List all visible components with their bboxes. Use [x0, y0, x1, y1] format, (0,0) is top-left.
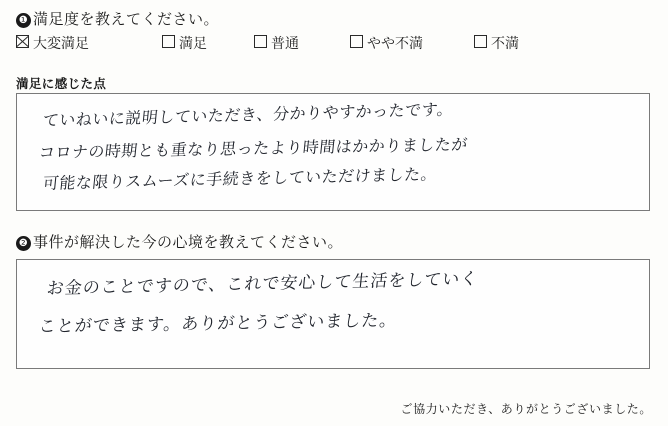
handwritten-line: コロナの時期とも重なり思ったより時間はかかりましたが: [37, 134, 469, 163]
choice-label: 満足: [179, 35, 207, 51]
choice-label: やや不満: [367, 35, 423, 51]
question-1-answer-box: [16, 93, 650, 211]
question-1-number: ❶: [16, 13, 31, 28]
question-1-title: [16, 8, 219, 29]
question-2-text: 事件が解決した今の心境を教えてください。: [33, 234, 344, 251]
choice-label: 大変満足: [33, 35, 89, 51]
question-2-answer-box: [16, 259, 650, 369]
checkbox-icon[interactable]: [254, 35, 267, 48]
question-1-sub-label: 満足に感じた点: [16, 77, 107, 91]
checkbox-icon[interactable]: [350, 35, 363, 48]
choice-option-5[interactable]: [474, 33, 519, 53]
choice-label: 普通: [271, 35, 299, 51]
choice-option-1[interactable]: [16, 33, 89, 53]
question-2-number: ❷: [16, 236, 31, 251]
choice-option-4[interactable]: [350, 33, 423, 53]
choice-label: 不満: [491, 35, 519, 51]
choice-option-2[interactable]: [162, 33, 207, 53]
question-2-title: [16, 231, 343, 252]
checkbox-icon[interactable]: [474, 35, 487, 48]
handwritten-line: ことができます。ありがとうございました。: [37, 310, 399, 338]
checkbox-icon[interactable]: [162, 35, 175, 48]
question-1-text: 満足度を教えてください。: [33, 11, 220, 28]
question-1-choices: [16, 33, 652, 55]
handwritten-line: お金のことですので、これで安心して生活をしていく: [45, 269, 480, 300]
choice-option-3[interactable]: [254, 33, 299, 53]
handwritten-line: ていねいに説明していただき、分かりやすかったです。: [42, 99, 455, 131]
checkbox-checked-icon[interactable]: [16, 35, 29, 48]
handwritten-line: 可能な限りスムーズに手続きをしていただけました。: [41, 164, 439, 194]
footer-thanks-text: ご協力いただき、ありがとうございました。: [400, 402, 652, 416]
